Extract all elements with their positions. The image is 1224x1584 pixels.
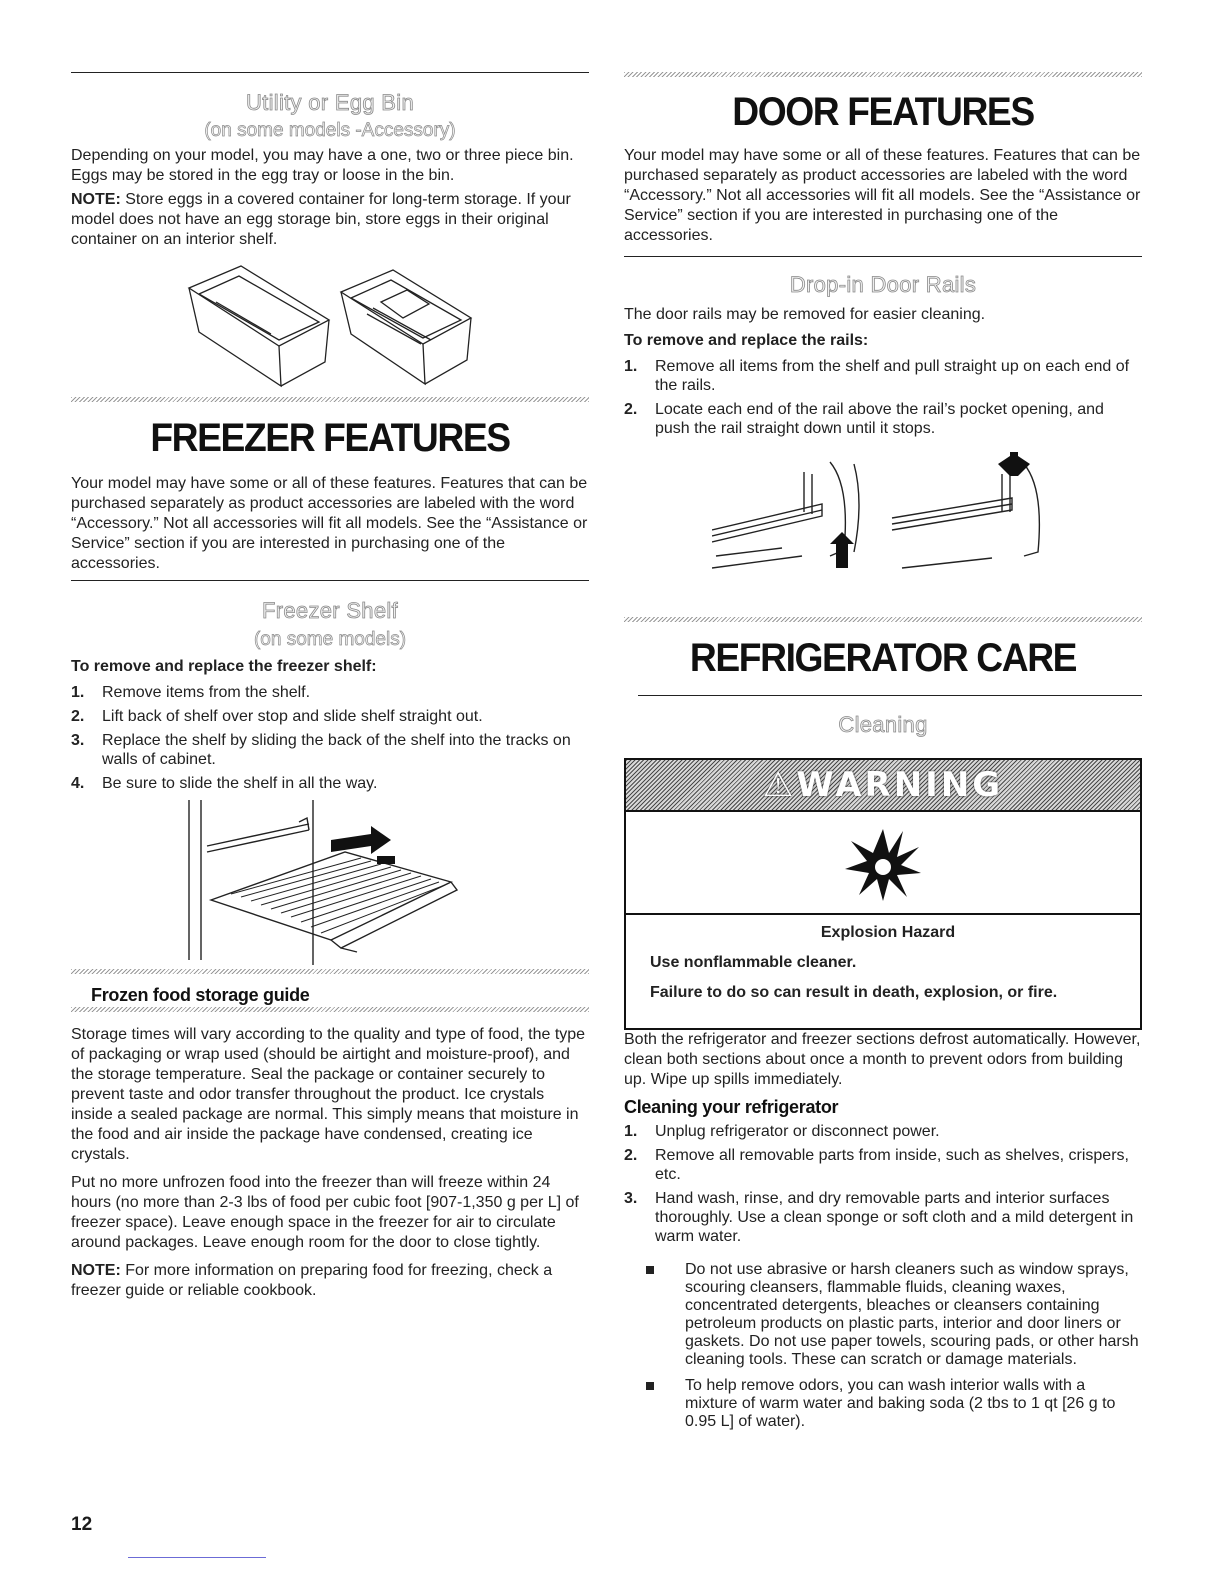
door-rails-steps: [624, 357, 1142, 443]
frozen-food-heading: Frozen food storage guide: [91, 985, 310, 1005]
freezer-shelf-illustration: [181, 800, 481, 966]
freezer-features-heading: FREEZER FEATURES: [150, 416, 510, 460]
warning-box: [624, 758, 1142, 1030]
freezer-shelf-steps: [71, 683, 589, 798]
egg-bin-note: NOTE: Store eggs in a covered container for long-term storage. If your model does not have an egg storage bin, store eggs in their original container on an interior shelf.: [71, 191, 571, 248]
hatch-divider-door: [624, 72, 1142, 77]
warning-banner: [626, 760, 1140, 812]
warning-hazard: Explosion Hazard: [820, 924, 956, 941]
refrigerator-care-heading: REFRIGERATOR CARE: [689, 636, 1077, 680]
cleaning-refrigerator-heading: Cleaning your refrigerator: [624, 1097, 839, 1117]
egg-bin-paragraph: Depending on your model, you may have a one, two or three piece bin. Eggs may be stored in the egg tray or loose in the bin.: [71, 147, 574, 184]
list-item: 1. Remove items from the shelf.: [71, 684, 311, 701]
frozen-food-text: [71, 1025, 589, 1301]
door-rails-illustration: [712, 452, 1052, 576]
list-item: 2. Lift back of shelf over stop and slide shelf straight out.: [71, 708, 483, 725]
list-item: 1. Remove all items from the shelf and pull straight up on each end of the rails.: [624, 358, 1130, 394]
list-item: 2. Remove all removable parts from inside, such as shelves, crispers, etc.: [624, 1147, 1129, 1183]
list-item: 4. Be sure to slide the shelf in all the way.: [71, 775, 378, 792]
list-item: 3. Replace the shelf by sliding the back of the shelf into the tracks on walls of cabinet.: [71, 732, 571, 768]
list-item: 3. Hand wash, rinse, and dry removable parts and interior surfaces thoroughly. Use a clean sponge or soft cloth and a mild detergent in warm water.: [624, 1190, 1134, 1245]
cleaning-steps: [624, 1122, 1142, 1251]
care-rule: [638, 695, 1142, 696]
door-rule: [624, 256, 1142, 257]
cleaning-paragraph: Both the refrigerator and freezer sections defrost automatically. However, clean both sections about once a month to prevent odors from building up. Wipe up spills immediately.: [624, 1031, 1141, 1088]
page-number: 12: [71, 1514, 93, 1535]
egg-bin-illustration: [171, 262, 491, 392]
list-item: To help remove odors, you can wash interior walls with a mixture of warm water and baking soda (2 tbs to 1 qt [26 g to 0.95 L] of water).: [624, 1377, 1142, 1431]
warning-title: ⚠WARNING: [762, 765, 1004, 805]
warning-line-2: Failure to do so can result in death, explosion, or fire.: [650, 984, 1058, 1001]
frozen-food-paragraph-1: Storage times will vary according to the quality and type of food, the type of packaging or wrap used (should be airtight and moisture-proof), and the storage temperature. Seal the package or container securely to prevent taste and odor transfer throughout the product. Ice crystals inside a sealed package are normal. This simply means that moisture in the food and air inside the package have condensed, creating ice crystals.: [71, 1026, 586, 1163]
freezer-shelf-lead: To remove and replace the freezer shelf:: [71, 658, 377, 675]
footer-line: [128, 1557, 266, 1558]
door-features-heading: DOOR FEATURES: [732, 90, 1034, 134]
warning-image: [626, 812, 1140, 915]
hatch-divider-freezer: [71, 397, 589, 402]
list-item: Do not use abrasive or harsh cleaners such as window sprays, scouring cleansers, flammable fluids, cleaning waxes, concentrated detergents, bleaches or cleansers containing petroleum products on plastic parts, interior and door liners or gaskets. Do not use paper towels, scouring pads, or other harsh cleaning tools. These can scratch or damage materials.: [624, 1261, 1142, 1369]
door-features-intro: Your model may have some or all of these features. Features that can be purchased separately as product accessories are labeled with the word “Accessory.” Not all accessories will fit all models. See the “Assistance or Service” section if you are interested in purchasing one of the accessories.: [624, 147, 1141, 244]
list-item: 1. Unplug refrigerator or disconnect power.: [624, 1123, 940, 1140]
hatch-divider-frozen-top: [71, 969, 589, 974]
egg-bin-title: Utility or Egg Bin: [245, 90, 414, 115]
door-rails-title: Drop-in Door Rails: [789, 272, 977, 297]
freezer-rule: [71, 580, 589, 581]
freezer-features-intro: Your model may have some or all of these features. Features that can be purchased separately as product accessories are labeled with the word “Accessory.” Not all accessories will fit all models. See the “Assistance or Service” section if you are interested in purchasing one of the accessories.: [71, 475, 588, 572]
egg-bin-subtitle: (on some models -Accessory): [204, 120, 456, 141]
cleaning-bullets: [624, 1261, 1142, 1439]
top-rule-left: [71, 72, 589, 73]
warning-line-1: Use nonflammable cleaner.: [650, 954, 857, 971]
list-item: 2. Locate each end of the rail above the rail’s pocket opening, and push the rail straight down until it stops.: [624, 401, 1104, 437]
door-rails-lead: To remove and replace the rails:: [624, 332, 869, 349]
door-rails-paragraph: The door rails may be removed for easier cleaning.: [624, 306, 986, 323]
warning-text: [626, 915, 1140, 1003]
freezer-shelf-title: Freezer Shelf: [262, 598, 398, 623]
egg-bin-text: [71, 146, 589, 250]
hatch-divider-frozen-bottom: [71, 1007, 589, 1012]
cleaning-title: Cleaning: [838, 712, 928, 737]
freezer-shelf-subtitle: (on some models): [253, 629, 407, 650]
frozen-food-note: NOTE: For more information on preparing food for freezing, check a freezer guide or reliable cookbook.: [71, 1262, 553, 1299]
hatch-divider-care: [624, 617, 1142, 622]
explosion-icon: [843, 823, 923, 903]
frozen-food-paragraph-2: Put no more unfrozen food into the freezer than will freeze within 24 hours (no more than 2-3 lbs of food per cubic foot [907-1,350 g per L] of freezer space). Leave enough space in the freezer for air to circulate around packages. Leave enough room for the door to close tightly.: [71, 1174, 579, 1251]
